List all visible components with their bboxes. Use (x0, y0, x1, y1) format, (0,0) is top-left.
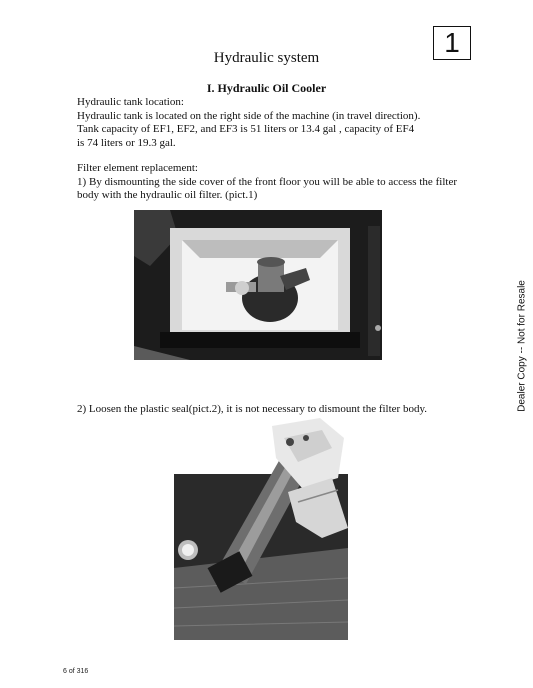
page-number-footer: 6 of 316 (63, 668, 89, 675)
tank-location-paragraph (77, 96, 457, 150)
tank-capacity-line-1: Tank capacity of EF1, EF2, and EF3 is 51 liters or 13.4 gal , capacity of EF4 (77, 123, 415, 135)
dealer-copy-watermark: Dealer Copy -- Not for Resale (516, 280, 528, 412)
chapter-number-box: 1 (433, 26, 471, 60)
tank-capacity-line-2: is 74 liters or 19.3 gal. (77, 136, 176, 149)
tank-location-label: Hydraulic tank location: (77, 96, 184, 108)
step-1-text: 1) By dismounting the side cover of the front floor you will be able to access the filter body with the hydraulic oil filter. (pict.1) (77, 175, 457, 201)
photo-icon (172, 418, 350, 642)
section-heading: I. Hydraulic Oil Cooler (206, 81, 327, 95)
tank-location-text: Hydraulic tank is located on the right side of the machine (in travel direction). (77, 109, 421, 122)
picture-1-filter-body (130, 206, 386, 368)
photo-icon (130, 206, 386, 368)
step-2-paragraph: 2) Loosen the plastic seal(pict.2), it is not necessary to dismount the filter body. (77, 403, 427, 415)
filter-label: Filter element replacement: (77, 162, 198, 174)
picture-2-plastic-seal (172, 418, 350, 642)
page-title: Hydraulic system (213, 50, 320, 66)
filter-paragraph (77, 162, 457, 203)
